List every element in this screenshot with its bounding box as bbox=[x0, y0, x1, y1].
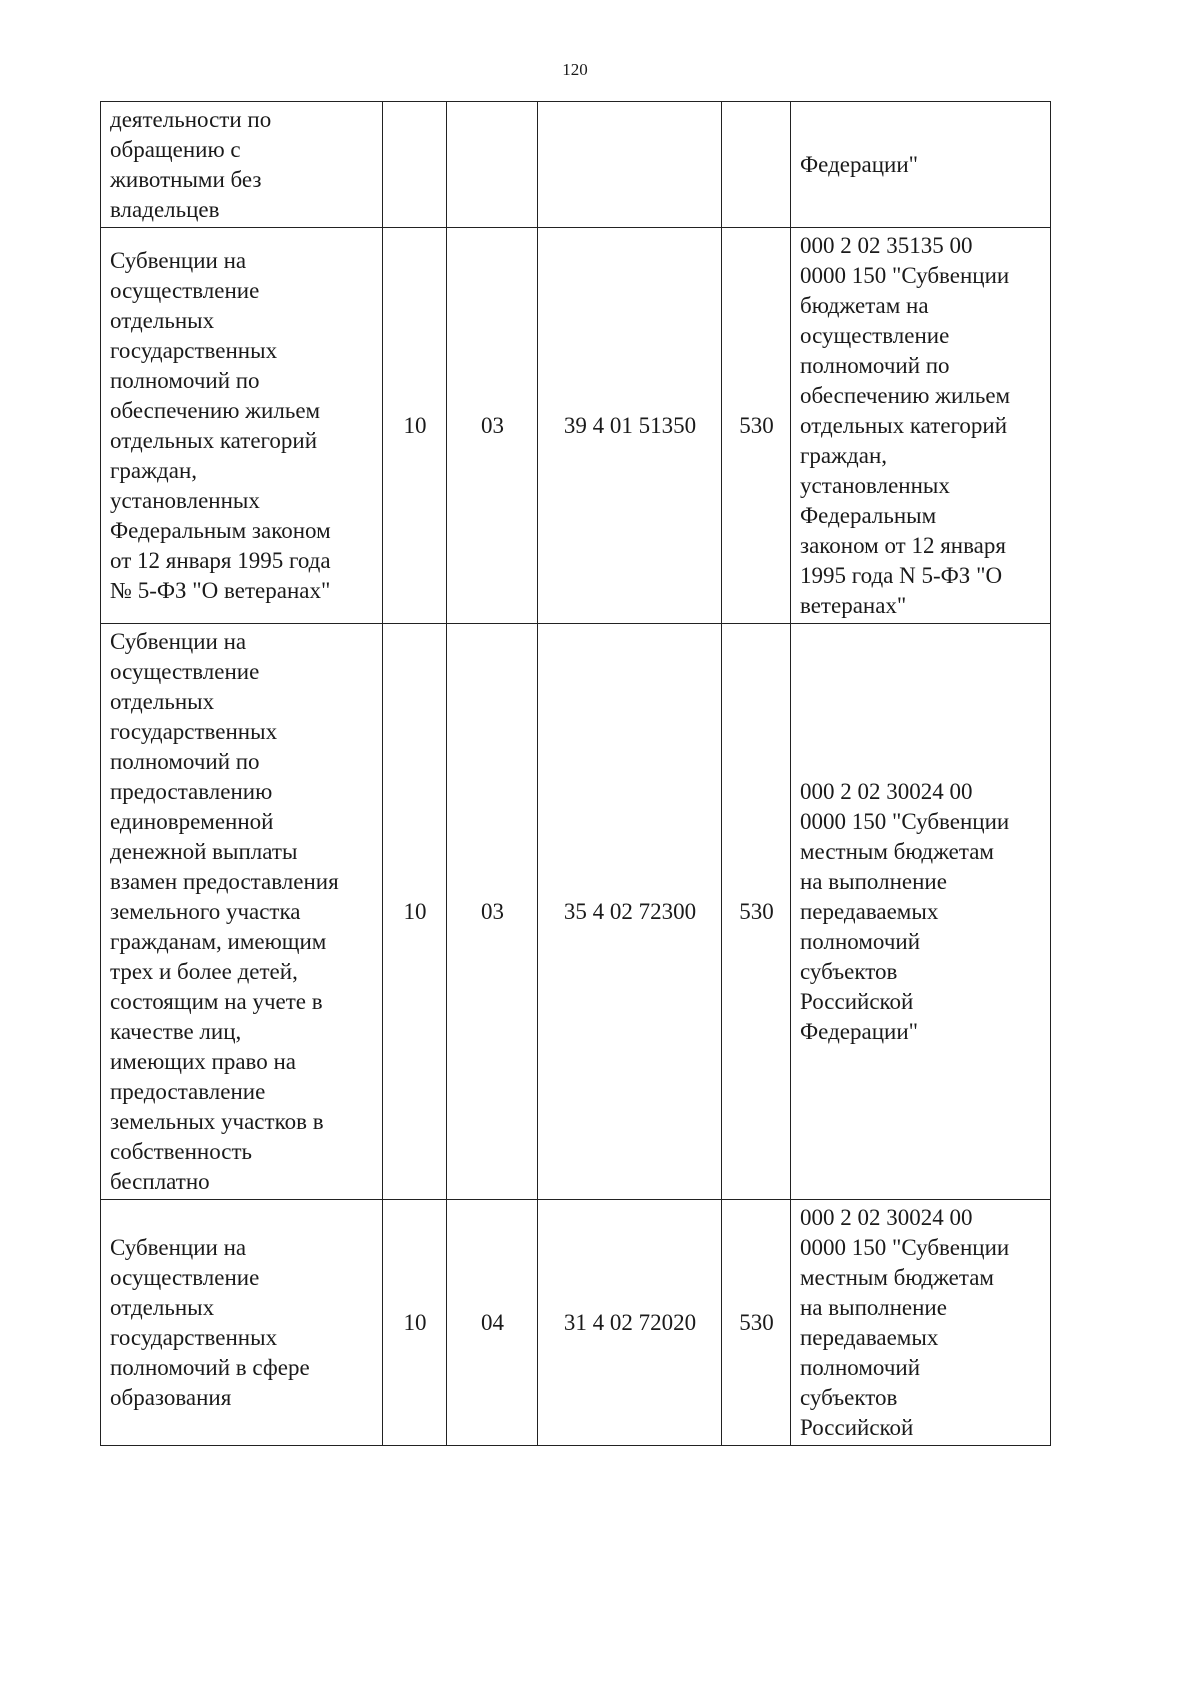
revenue-code: Федерации" bbox=[800, 152, 919, 177]
revenue-code: 000 2 02 35135 00 0000 150 "Субвенции бюджетам на осуществление полномочий по обеспечению жильем отдельных категорий граждан, установленных Федеральным законом от 12 января 1995 года N 5-ФЗ "О ветеранах" bbox=[800, 233, 1011, 618]
expense-type-cell bbox=[722, 228, 791, 624]
expense-type-code: 530 bbox=[739, 1310, 774, 1335]
subsection-cell bbox=[447, 102, 538, 228]
revenue-code-cell bbox=[791, 102, 1051, 228]
section-cell bbox=[383, 1200, 447, 1446]
target-article-cell bbox=[538, 1200, 722, 1446]
expense-type-code: 530 bbox=[739, 899, 774, 924]
table-row bbox=[101, 1200, 1051, 1446]
target-article-code: 35 4 02 72300 bbox=[563, 899, 697, 924]
table-row bbox=[101, 228, 1051, 624]
target-article-cell bbox=[538, 102, 722, 228]
subsection-code: 03 bbox=[481, 413, 504, 438]
subsection-cell bbox=[447, 228, 538, 624]
expense-type-cell bbox=[722, 1200, 791, 1446]
subsection-cell bbox=[447, 1200, 538, 1446]
row-name: Субвенции на осуществление отдельных государственных полномочий по предоставлению единовременной денежной выплаты взамен предоставления земельного участка гражданам, имеющим трех и более детей, состоящим на учете в качестве лиц, имеющих право на предоставление земельных участков в собственность бесплатно bbox=[110, 629, 339, 1194]
revenue-code: 000 2 02 30024 00 0000 150 "Субвенции местным бюджетам на выполнение передаваемых полномочий субъектов Российской Федерации" bbox=[800, 779, 1010, 1044]
budget-table bbox=[100, 101, 1051, 1446]
section-cell bbox=[383, 228, 447, 624]
subsection-code: 04 bbox=[481, 1310, 504, 1335]
table-row bbox=[101, 624, 1051, 1200]
row-name-cell bbox=[101, 228, 383, 624]
revenue-code: 000 2 02 30024 00 0000 150 "Субвенции местным бюджетам на выполнение передаваемых полномочий субъектов Российской bbox=[800, 1205, 1010, 1440]
page-number: 120 bbox=[562, 60, 588, 79]
revenue-code-cell bbox=[791, 624, 1051, 1200]
revenue-code-cell bbox=[791, 228, 1051, 624]
section-code: 10 bbox=[403, 1310, 427, 1335]
section-code: 10 bbox=[403, 899, 427, 924]
row-name-cell bbox=[101, 624, 383, 1200]
subsection-code: 03 bbox=[481, 899, 504, 924]
row-name-cell bbox=[101, 1200, 383, 1446]
section-cell bbox=[383, 102, 447, 228]
target-article-cell bbox=[538, 228, 722, 624]
expense-type-code: 530 bbox=[739, 413, 774, 438]
row-name-cell bbox=[101, 102, 383, 228]
expense-type-cell bbox=[722, 102, 791, 228]
table-row bbox=[101, 102, 1051, 228]
expense-type-cell bbox=[722, 624, 791, 1200]
row-name: деятельности по обращению с животными без владельцев bbox=[110, 107, 272, 222]
row-name: Субвенции на осуществление отдельных государственных полномочий в сфере образования bbox=[110, 1235, 310, 1410]
section-cell bbox=[383, 624, 447, 1200]
target-article-code: 31 4 02 72020 bbox=[563, 1310, 697, 1335]
target-article-cell bbox=[538, 624, 722, 1200]
subsection-cell bbox=[447, 624, 538, 1200]
target-article-code: 39 4 01 51350 bbox=[563, 413, 697, 438]
row-name: Субвенции на осуществление отдельных государственных полномочий по обеспечению жильем отдельных категорий граждан, установленных Федеральным законом от 12 января 1995 года № 5-ФЗ "О ветеранах" bbox=[110, 248, 331, 603]
revenue-code-cell bbox=[791, 1200, 1051, 1446]
section-code: 10 bbox=[403, 413, 427, 438]
